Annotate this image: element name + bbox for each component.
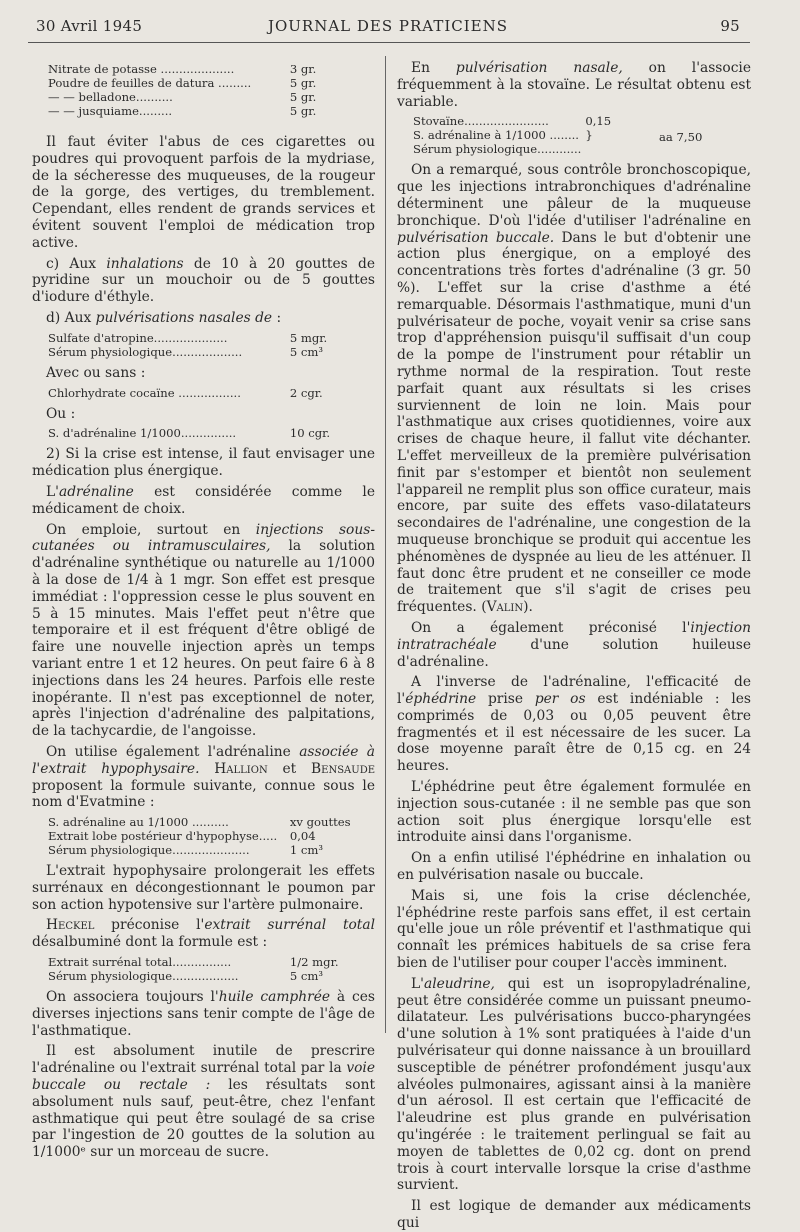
rx-line: Sérum physiologique.................. 5 cm³ [48,969,324,984]
rx-line: S. adrénaline au 1/1000 .......... xv gouttes [48,815,351,830]
rx-line: S. adrénaline à 1/1000 ........ } [413,128,593,143]
prescription-cocaine [32,386,375,400]
paragraph: On emploie, surtout en injections sous-cutanées ou intramusculaires, la solution d'adrénaline synthétique ou naturelle au 1/1000 à la dose de 1/4 à 1 mgr. Son effet est presque immédiat : l'oppression cesse le plus souvent en 5 à 15 minutes. Mais l'effet peut n'être que temporaire et il est fréquent d'être obligé de faire une nouvelle injection après un temps variant entre 1 et 12 heures. On peut faire 6 à 8 injections dans les 24 heures. Parfois elle reste inopérante. Il n'est pas exceptionnel de noter, après l'injection d'adrénaline des palpitations, de la tachycardie, de l'angoisse. [32,521,375,740]
left-column [32,60,376,1161]
prescription-powders [32,62,375,118]
header-date: 30 Avril 1945 [36,17,143,35]
paragraph: Il est logique de demander aux médicaments qui [397,1198,751,1231]
paragraph: Heckel préconise l'extrait surrénal total désalbuminé dont la formule est : [32,917,375,951]
rx-line: Poudre de feuilles de datura ......... 5 gr. [48,76,317,90]
prescription-atropine [32,331,375,359]
rx-line: Sérum physiologique................... 5 cm³ [48,344,324,359]
column-divider [385,56,386,1033]
right-column [397,60,751,1231]
paragraph: On a également préconisé l'injection intratrachéale d'une solution huileuse d'adrénaline. [397,619,751,670]
paragraph: L'éphédrine peut être également formulée en injection sous-cutanée : il ne semble pas que son action soit plus énergique lorsqu'elle est introduite ainsi dans l'organisme. [397,779,751,846]
rx-line: S. d'adrénaline 1/1000............... 10 cgr. [48,426,331,441]
prescription-stovaine [397,114,751,156]
prescription-surrenal [32,955,375,983]
paragraph: On a enfin utilisé l'éphédrine en inhalation ou en pulvérisation nasale ou buccale. [397,850,751,884]
paragraph: 2) Si la crise est intense, il faut envisager une médication plus énergique. [32,446,375,480]
paragraph: L'extrait hypophysaire prolongerait les effets surrénaux en décongestionnant le poumon par son action hypotensive sur l'artère pulmonaire. [32,863,375,913]
rx-line: Sulfate d'atropine.................... 5 mgr. [48,330,328,345]
header-rule [28,42,750,43]
paragraph: En pulvérisation nasale, on l'associe fréquemment à la stovaïne. Le résultat obtenu est variable. [397,60,751,110]
paragraph: On utilise également l'adrénaline associée à l'extrait hypophysaire. Hallion et Bensaude proposent la formule suivante, connue sous le nom d'Evatmine : [32,743,376,811]
rx-line: Stovaïne....................... 0,15 [413,114,612,129]
page-header [36,17,740,39]
rx-line: — — belladone.......... 5 gr. [48,90,317,104]
rx-line: Chlorhydrate cocaïne ................. 2 cgr. [48,385,323,400]
journal-title: JOURNAL DES PRATICIENS [267,17,509,35]
paragraph: Ou : [46,405,76,422]
paragraph: On a remarqué, sous contrôle bronchoscopique, que les injections intrabronchiques d'adrénaline déterminent une pâleur de la muqueuse bronchique. D'où l'idée d'utiliser l'adrénaline en pulvérisation buccale. Dans le but d'obtenir une action plus énergique, on a employé des concentrations très fortes d'adrénaline (3 gr. 50 %). L'effet sur la crise d'asthme a été remarquable. Désormais l'asthmatique, muni d'un pulvérisateur de poche, voyait venir sa crise sans trop d'appréhension puisqu'il suffisait d'un coup de la pompe de l'instrument pour rétablir un rythme normal de la respiration. Tout reste parfait quant aux résultats si les crises surviennent de loin ne loin. Mais pour l'asthmatique aux crises quotidiennes, voire aux crises de chaque heure, il fallut vite déchanter. L'effet merveilleux de la première pulvérisation finit par s'estomper et bientôt non seulement l'appareil ne remplit plus son office curateur, mais encore, par suite des effets vaso-dilatateurs secondaires de l'adrénaline, une congestion de la muqueuse bronchique se produit qui accentue les phénomènes de dyspnée au lieu de les atténuer. Il faut donc être prudent et ne conseiller ce mode de traitement que s'il s'agit de crises peu fréquentes. (Valin). [397,162,751,616]
paragraph: d) Aux pulvérisations nasales de : [46,309,282,326]
rx-line: Nitrate de potasse .................... 3 gr. [48,62,317,76]
paragraph: Mais si, une fois la crise déclenchée, l'éphédrine reste parfois sans effet, il est certain qu'elle joue un rôle préventif et l'asthmatique qui connaît les prémices habituels de sa crise fera bien de l'utiliser pour couper l'accès imminent. [397,887,751,972]
prescription-adrenaline [32,426,375,440]
rx-line: Sérum physiologique............ [413,142,582,157]
paragraph: A l'inverse de l'adrénaline, l'efficacité de l'éphédrine prise per os est indéniable : les comprimés de 0,03 ou 0,05 peuvent être fragmentés et il est nécessaire de les sucer. La dose moyenne paraît être de 0,15 cg. en 24 heures. [397,674,751,775]
rx-aa-quantity: aa 7,50 [659,130,703,145]
paragraph: Il faut éviter l'abus de ces cigarettes ou poudres qui provoquent parfois de la mydriase, de la sécheresse des muqueuses, de la rougeur de la gorge, des vertiges, du tremblement. Cependant, elles rendent de grands services et évitent souvent l'emploi de médication trop active. [32,134,375,251]
paragraph: Avec ou sans : [46,364,146,381]
rx-line: Extrait surrénal total................ 1/2 mgr. [48,955,339,970]
rx-line: — — jusquiame......... 5 gr. [48,104,317,118]
paragraph: c) Aux inhalations de 10 à 20 gouttes de pyridine sur un mouchoir ou de 5 gouttes d'iodure d'éthyle. [32,255,375,306]
prescription-evatmine [32,815,375,857]
page-number: 95 [720,17,740,35]
paragraph: Il est absolument inutile de prescrire l'adrénaline ou l'extrait surrénal total par la voie buccale ou rectale : les résultats sont absolument nuls sauf, peut-être, chez l'enfant asthmatique qui peut être soulagé de sa crise par l'ingestion de 20 gouttes de la solution au 1/1000ᵉ sur un morceau de sucre. [32,1043,376,1161]
paragraph: On associera toujours l'huile camphrée à ces diverses injections sans tenir compte de l'âge de l'asthmatique. [32,989,376,1039]
paragraph: L'aleudrine, qui est un isopropyladrénaline, peut être considérée comme un puissant pneumo-dilatateur. Les pulvérisations bucco-pharyngées d'une solution à 1% sont pratiquées à l'aide d'un pulvérisateur qui donne naissance à un brouillard susceptible de pénétrer profondément jusqu'aux alvéoles pulmonaires, agissant ainsi à la manière d'un aérosol. Il est certain que l'efficacité de l'aleudrine est plus grande en pulvérisation qu'ingérée : le traitement perlingual se fait au moyen de tablettes de 0,02 cg. dont on prend trois à court intervalle lorsque la crise d'asthme survient. [397,975,751,1194]
rx-line: Sérum physiologique..................... 1 cm³ [48,843,324,858]
rx-line: Extrait lobe postérieur d'hypophyse..... 0,04 [48,829,316,844]
paragraph: L'adrénaline est considérée comme le médicament de choix. [32,483,375,517]
